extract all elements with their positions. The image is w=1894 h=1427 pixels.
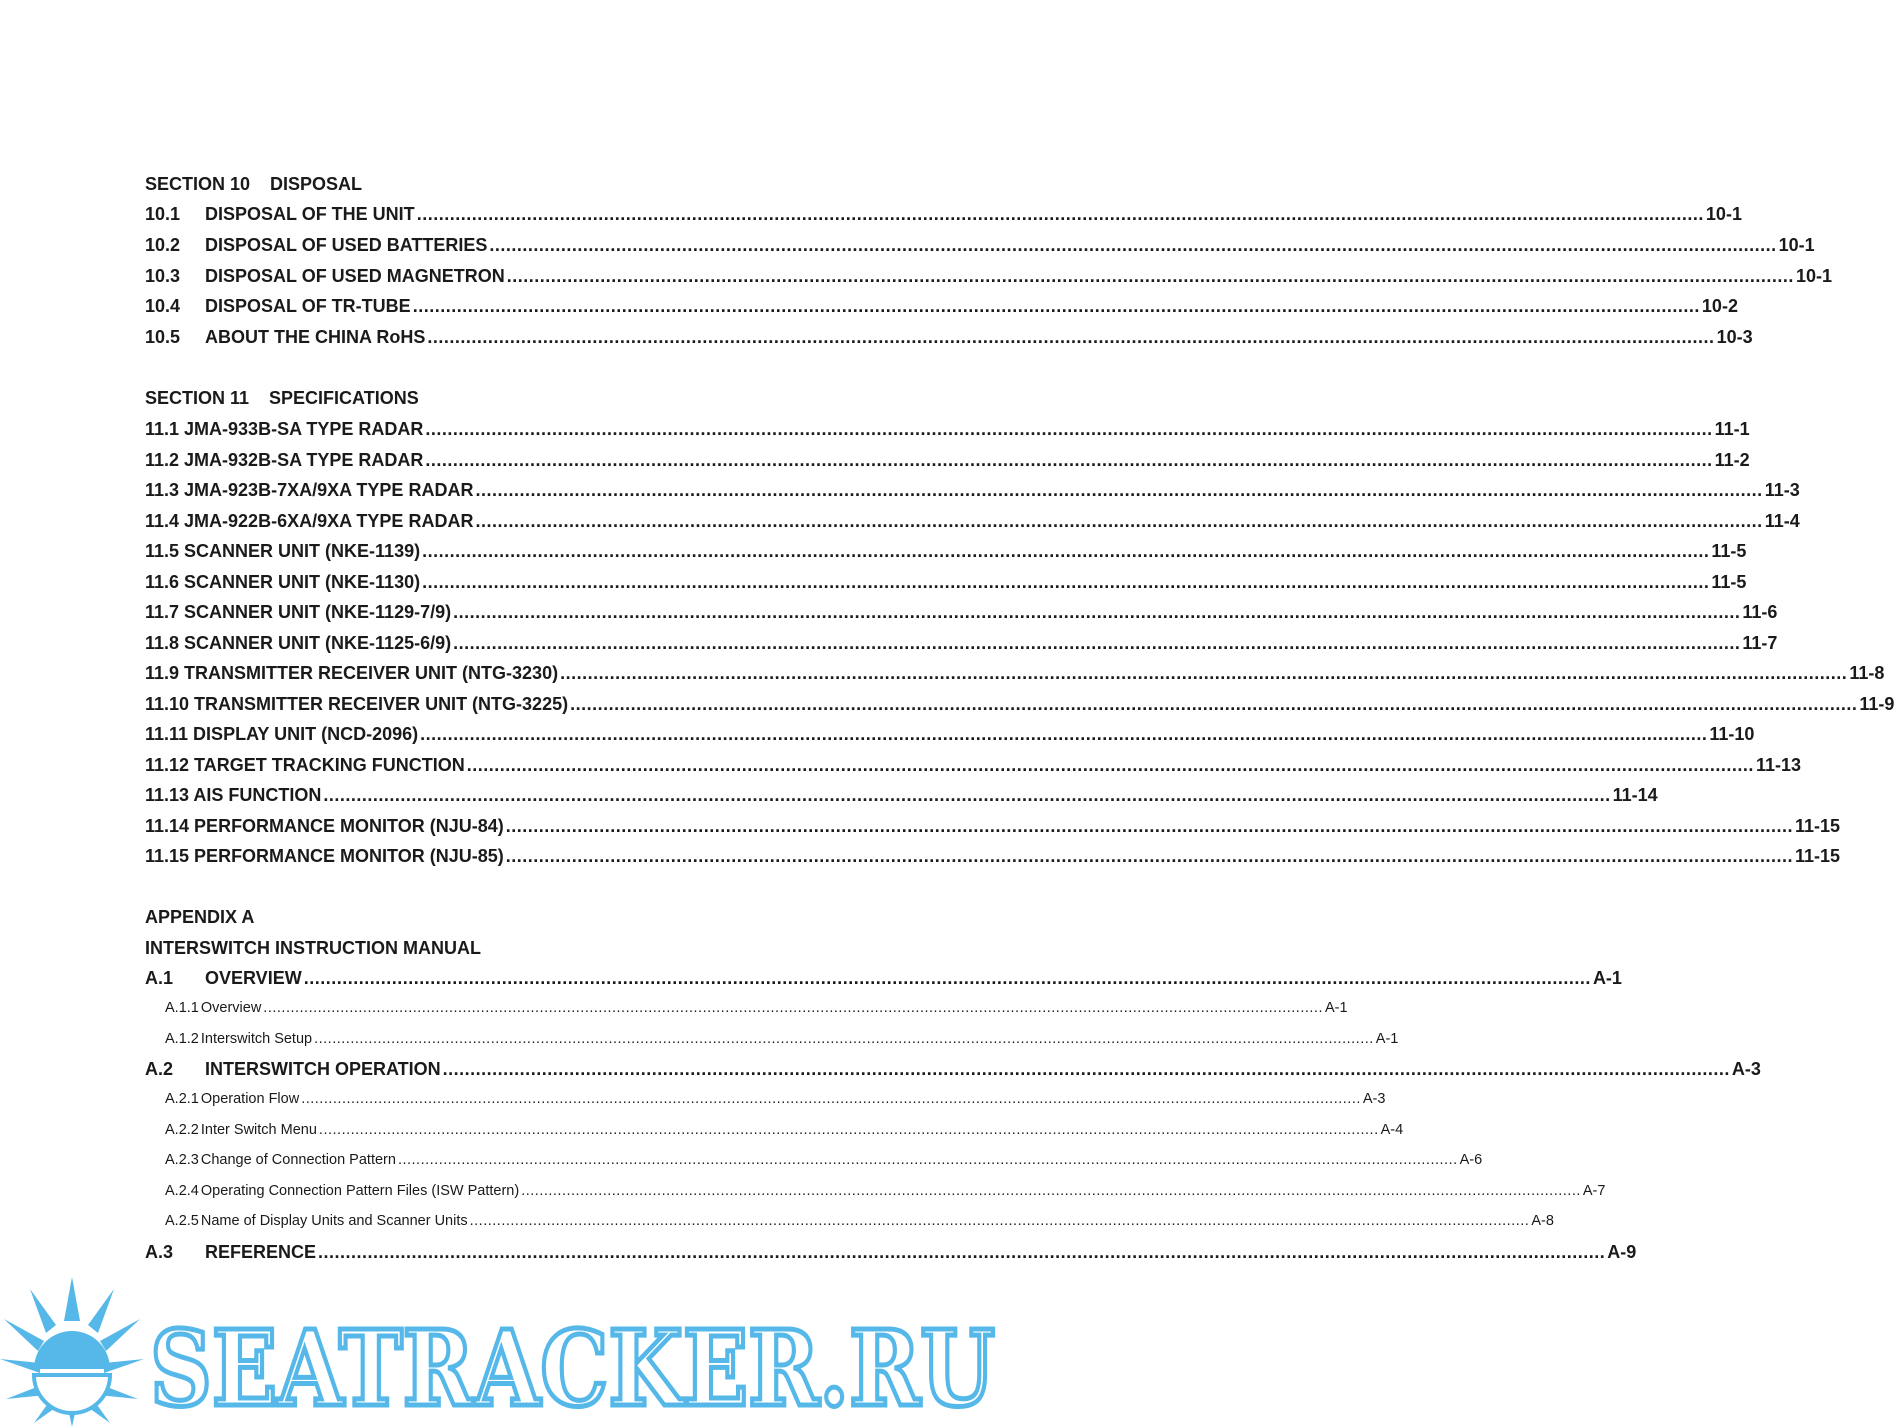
entry-title: Name of Display Units and Scanner Units [200, 1213, 468, 1229]
entry-number: 10.2 [145, 235, 181, 255]
entry-page: 11-1 [1714, 419, 1750, 439]
toc-entry-11-11[interactable] [145, 723, 1755, 745]
entry-title: Interswitch Setup [200, 1031, 313, 1047]
watermark-banner [0, 1275, 1009, 1427]
entry-title: Overview [200, 1000, 262, 1016]
dot-leader [507, 265, 1794, 287]
entry-number: A.2.1 [165, 1091, 199, 1107]
dot-leader [443, 1058, 1730, 1080]
toc-entry-10-2[interactable] [145, 234, 1815, 256]
entry-title: INTERSWITCH OPERATION [205, 1059, 441, 1079]
toc-entry-11-5[interactable] [145, 540, 1747, 562]
entry-number: A.2.3 [165, 1152, 199, 1168]
entry-title: DISPOSAL OF THE UNIT [205, 204, 415, 224]
dot-leader [319, 1121, 1379, 1139]
toc-entry-a-1-2[interactable] [145, 1030, 1399, 1048]
entry-page: 11-4 [1764, 511, 1800, 531]
entry-title: 11.15 PERFORMANCE MONITOR (NJU-85) [145, 846, 504, 866]
dot-leader [453, 601, 1740, 623]
toc-entry-10-3[interactable] [145, 265, 1832, 287]
dot-leader [475, 479, 1762, 501]
sun-logo-icon [0, 1277, 144, 1427]
entry-page: 11-8 [1849, 663, 1885, 683]
toc-entry-a-2-3[interactable] [145, 1151, 1483, 1169]
entry-page: A-3 [1731, 1059, 1761, 1079]
toc-entry-a-3[interactable] [145, 1241, 1637, 1263]
entry-title: OVERVIEW [205, 968, 302, 988]
entry-page: 10-3 [1716, 327, 1753, 347]
entry-number: A.2.2 [165, 1122, 199, 1138]
entry-title: 11.8 SCANNER UNIT (NKE-1125-6/9) [145, 633, 452, 653]
entry-title: Inter Switch Menu [200, 1122, 317, 1138]
dot-leader [453, 632, 1740, 654]
dot-leader [521, 1182, 1581, 1200]
toc-entry-11-3[interactable] [145, 479, 1800, 501]
dot-leader [506, 815, 1793, 837]
entry-page: A-4 [1380, 1122, 1404, 1138]
entry-number: 10.1 [145, 204, 181, 224]
entry-page: A-1 [1592, 968, 1622, 988]
dot-leader [425, 449, 1712, 471]
entry-title: 11.5 SCANNER UNIT (NKE-1139) [145, 541, 421, 561]
entry-page: 10-1 [1705, 204, 1742, 224]
dot-leader [470, 1212, 1530, 1230]
toc-entry-11-6[interactable] [145, 571, 1747, 593]
dot-leader [323, 784, 1610, 806]
toc-entry-11-7[interactable] [145, 601, 1778, 623]
entry-page: 11-7 [1742, 633, 1778, 653]
dot-leader [417, 203, 1704, 225]
toc-entry-a-2-2[interactable] [145, 1121, 1404, 1139]
entry-title: 11.2 JMA-932B-SA TYPE RADAR [145, 450, 424, 470]
entry-page: 11-6 [1742, 602, 1778, 622]
entry-number: 10.4 [145, 296, 181, 316]
entry-page: 11-5 [1711, 572, 1747, 592]
entry-title: 11.1 JMA-933B-SA TYPE RADAR [145, 419, 424, 439]
entry-page: A-6 [1459, 1152, 1483, 1168]
entry-title: 11.14 PERFORMANCE MONITOR (NJU-84) [145, 816, 504, 836]
entry-number: A.2 [145, 1059, 174, 1079]
entry-page: 11-5 [1711, 541, 1747, 561]
entry-page: A-1 [1375, 1031, 1399, 1047]
entry-title: 11.3 JMA-923B-7XA/9XA TYPE RADAR [145, 480, 474, 500]
entry-number: 10.5 [145, 327, 181, 347]
entry-number: A.1.2 [165, 1031, 199, 1047]
entry-page: A-9 [1607, 1242, 1637, 1262]
watermark-text: SEATRACKER.RU [150, 1307, 995, 1427]
entry-title: Operating Connection Pattern Files (ISW Pattern) [200, 1183, 520, 1199]
entry-title: 11.12 TARGET TRACKING FUNCTION [145, 755, 465, 775]
appendix-subheading: INTERSWITCH INSTRUCTION MANUAL [145, 938, 481, 958]
entry-title: DISPOSAL OF USED BATTERIES [205, 235, 488, 255]
dot-leader [314, 1030, 1374, 1048]
entry-page: 10-1 [1795, 266, 1832, 286]
entry-page: 11-2 [1714, 450, 1750, 470]
entry-title: 11.4 JMA-922B-6XA/9XA TYPE RADAR [145, 511, 474, 531]
toc-entry-a-1-1[interactable] [145, 999, 1348, 1017]
entry-title: 11.9 TRANSMITTER RECEIVER UNIT (NTG-3230) [145, 663, 559, 683]
toc-entry-a-2-1[interactable] [145, 1090, 1386, 1108]
toc-entry-11-1[interactable] [145, 418, 1750, 440]
toc-entry-a-2-5[interactable] [145, 1212, 1554, 1230]
entry-title: 11.13 AIS FUNCTION [145, 785, 322, 805]
entry-number: 10.3 [145, 266, 181, 286]
entry-title: ABOUT THE CHINA RoHS [205, 327, 426, 347]
entry-page: 11-10 [1709, 724, 1755, 744]
toc-entry-10-4[interactable] [145, 295, 1738, 317]
toc-entry-11-12[interactable] [145, 754, 1801, 776]
toc-entry-11-14[interactable] [145, 815, 1841, 837]
dot-leader [318, 1241, 1605, 1263]
dot-leader [427, 326, 1714, 348]
entry-number: A.1 [145, 968, 174, 988]
dot-leader [425, 418, 1712, 440]
dot-leader [301, 1090, 1361, 1108]
dot-leader [489, 234, 1776, 256]
entry-page: A-3 [1362, 1091, 1386, 1107]
appendix-heading: APPENDIX A [145, 907, 255, 927]
entry-page: 10-2 [1701, 296, 1738, 316]
entry-page: 11-14 [1612, 785, 1658, 805]
toc-entry-11-13[interactable] [145, 784, 1658, 806]
entry-title: REFERENCE [205, 1242, 317, 1262]
entry-page: 11-9 [1859, 694, 1894, 714]
toc-entry-a-2[interactable] [145, 1058, 1761, 1080]
entry-number: A.2.5 [165, 1213, 199, 1229]
entry-title: 11.7 SCANNER UNIT (NKE-1129-7/9) [145, 602, 452, 622]
entry-page: A-1 [1324, 1000, 1348, 1016]
entry-title: Change of Connection Pattern [200, 1152, 396, 1168]
toc-entry-11-9[interactable] [145, 662, 1885, 684]
entry-page: A-8 [1531, 1213, 1554, 1229]
entry-page: 11-15 [1794, 816, 1841, 836]
toc-entry-11-2[interactable] [145, 449, 1750, 471]
dot-leader [506, 845, 1793, 867]
entry-page: 11-13 [1755, 755, 1801, 775]
entry-number: A.3 [145, 1242, 174, 1262]
toc-entry-11-8[interactable] [145, 632, 1778, 654]
dot-leader [413, 295, 1700, 317]
dot-leader [475, 510, 1762, 532]
dot-leader [422, 540, 1709, 562]
entry-title: Operation Flow [200, 1091, 300, 1107]
entry-page: 11-3 [1764, 480, 1800, 500]
dot-leader [560, 662, 1847, 684]
dot-leader [420, 723, 1707, 745]
entry-title: 11.6 SCANNER UNIT (NKE-1130) [145, 572, 421, 592]
toc-entry-a-1[interactable] [145, 967, 1622, 989]
dot-leader [304, 967, 1591, 989]
toc-entry-10-5[interactable] [145, 326, 1753, 348]
entry-title: 11.11 DISPLAY UNIT (NCD-2096) [145, 724, 419, 744]
toc-entry-11-15[interactable] [145, 845, 1841, 867]
dot-leader [467, 754, 1754, 776]
dot-leader [398, 1151, 1458, 1169]
section-11-heading: SECTION 11 SPECIFICATIONS [145, 388, 419, 408]
toc-entry-a-2-4[interactable] [145, 1182, 1606, 1200]
toc-entry-11-10[interactable] [145, 693, 1894, 715]
entry-title: DISPOSAL OF USED MAGNETRON [205, 266, 505, 286]
dot-leader [263, 999, 1323, 1017]
entry-number: A.1.1 [165, 1000, 199, 1016]
dot-leader [570, 693, 1857, 715]
toc-entry-11-4[interactable] [145, 510, 1800, 532]
entry-page: A-7 [1582, 1183, 1606, 1199]
toc-entry-10-1[interactable] [145, 203, 1742, 225]
entry-page: 11-15 [1794, 846, 1841, 866]
entry-number: A.2.4 [165, 1183, 199, 1199]
dot-leader [422, 571, 1709, 593]
entry-title: DISPOSAL OF TR-TUBE [205, 296, 411, 316]
section-10-heading: SECTION 10 DISPOSAL [145, 174, 363, 194]
entry-page: 10-1 [1778, 235, 1815, 255]
entry-title: 11.10 TRANSMITTER RECEIVER UNIT (NTG-3225) [145, 694, 569, 714]
